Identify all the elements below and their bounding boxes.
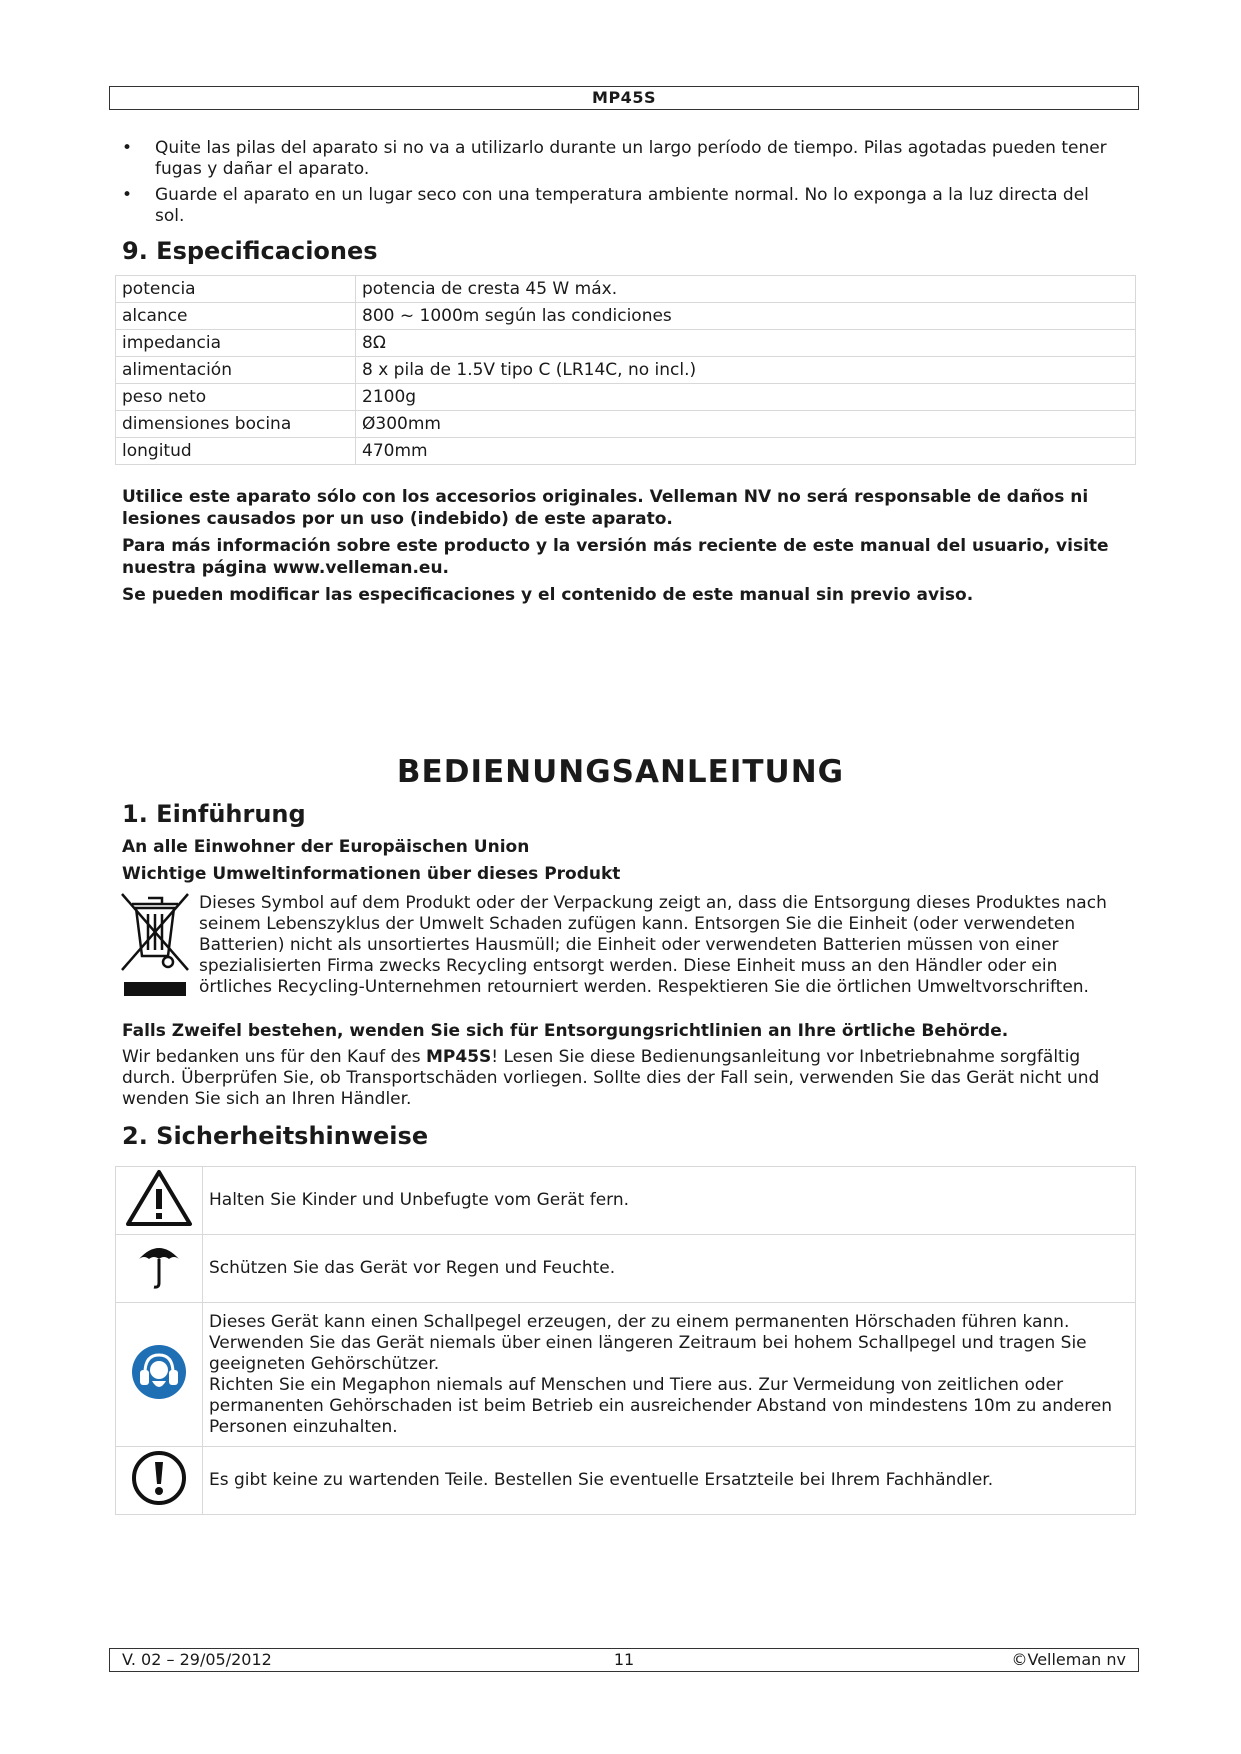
env-heading: Wichtige Umweltinformationen über dieses Produkt — [122, 864, 621, 884]
table-row: longitud 470mm — [116, 438, 1136, 465]
table-row: impedancia 8Ω — [116, 330, 1136, 357]
doubt-note: Falls Zweifel bestehen, wenden Sie sich für Entsorgungsrichtlinien an Ihre örtliche Behörde. — [122, 1021, 1009, 1041]
weee-text: Dieses Symbol auf dem Produkt oder der Verpackung zeigt an, dass die Entsorgung dieses Produktes nach seinem Lebenszyklus der Umwelt Schaden zufügen kann. Entsorgen Sie die Einheit (oder verwendeten Batterien) nicht als unsortiertes Hausmüll; die Einheit oder verwendeten Batterien müssen von einer spezialisierten Firma zwecks Recycling entsorgt werden. Diese Einheit muss an den Händler oder ein örtliches Recycling-Unternehmen retourniert werden. Respektieren Sie die örtlichen Umweltvorschriften. — [199, 893, 1107, 997]
table-row: alcance 800 ~ 1000m según las condiciones — [116, 303, 1136, 330]
footer-copyright: ©Velleman nv — [1011, 1650, 1126, 1669]
weee-bin-icon — [118, 890, 192, 1000]
warning-triangle-icon — [125, 1169, 193, 1227]
table-row: dimensiones bocina Ø300mm — [116, 411, 1136, 438]
exclamation-circle-icon — [130, 1449, 188, 1507]
page-footer — [109, 1648, 1139, 1672]
spec-table — [115, 275, 1136, 465]
table-row: Halten Sie Kinder und Unbefugte vom Gerät fern. — [116, 1167, 1136, 1235]
thanks-model: MP45S — [426, 1047, 492, 1067]
spec-section-title: 9. Especificaciones — [122, 237, 378, 265]
footer-version: V. 02 – 29/05/2012 — [122, 1650, 272, 1669]
footer-page-number: 11 — [613, 1650, 635, 1669]
thanks-paragraph: Wir bedanken uns für den Kauf des MP45S! Lesen Sie diese Bedienungsanleitung vor Inbetriebnahme sorgfältig durch. Überprüfen Sie, ob Transportschäden vorliegen. Sollte dies der Fall sein, verwenden Sie das Gerät nicht und wenden Sie sich an Ihren Händler. — [122, 1047, 1100, 1109]
disclaimer-note: Utilice este aparato sólo con los accesorios originales. Velleman NV no será responsable de daños ni lesiones causados por un uso (indebido) de este aparato. — [122, 487, 1089, 529]
table-row: Dieses Gerät kann einen Schallpegel erzeugen, der zu einem permanenten Hörschaden führen kann. Verwenden Sie das Gerät niemals über einen längeren Zeitraum bei hohem Schallpegel und tragen Sie geeigneten Gehörschützer. Richten Sie ein Megaphon niemals auf Menschen und Tiere aus. Zur Vermeidung von zeitlichen oder permanenten Gehörschaden ist beim Betrieb ein ausreichender Abstand von mindestens 10m zu anderen Personen einzuhalten. — [116, 1303, 1136, 1447]
intro-section-title: 1. Einführung — [122, 800, 306, 828]
table-row: Schützen Sie das Gerät vor Regen und Feuchte. — [116, 1235, 1136, 1303]
table-row: peso neto 2100g — [116, 384, 1136, 411]
page-header — [109, 86, 1139, 110]
manual-title: BEDIENUNGSANLEITUNG — [396, 754, 845, 790]
table-row: alimentación 8 x pila de 1.5V tipo C (LR14C, no incl.) — [116, 357, 1136, 384]
table-row: Es gibt keine zu wartenden Teile. Bestellen Sie eventuelle Ersatzteile bei Ihrem Fachhändler. — [116, 1447, 1136, 1515]
table-row: potencia potencia de cresta 45 W máx. — [116, 276, 1136, 303]
ear-protection-icon — [130, 1343, 188, 1401]
info-note: Para más información sobre este producto y la versión más reciente de este manual del usuario, visite nuestra página www.velleman.eu. — [122, 536, 1109, 578]
safety-section-title: 2. Sicherheitshinweise — [122, 1122, 429, 1150]
umbrella-icon — [136, 1241, 182, 1291]
header-model: MP45S — [592, 88, 656, 107]
bullet-item: • Quite las pilas del aparato si no va a utilizarlo durante un largo período de tiempo. Pilas agotadas pueden tener fugas y dañar el aparato. — [122, 138, 1107, 179]
eu-heading: An alle Einwohner der Europäischen Union — [122, 837, 530, 857]
bullet-item: • Guarde el aparato en un lugar seco con una temperatura ambiente normal. No lo exponga a la luz directa del sol. — [122, 185, 1089, 226]
bullet-list — [122, 138, 1112, 232]
modification-note: Se pueden modificar las especificaciones y el contenido de este manual sin previo aviso. — [122, 585, 974, 605]
safety-table — [115, 1166, 1136, 1515]
